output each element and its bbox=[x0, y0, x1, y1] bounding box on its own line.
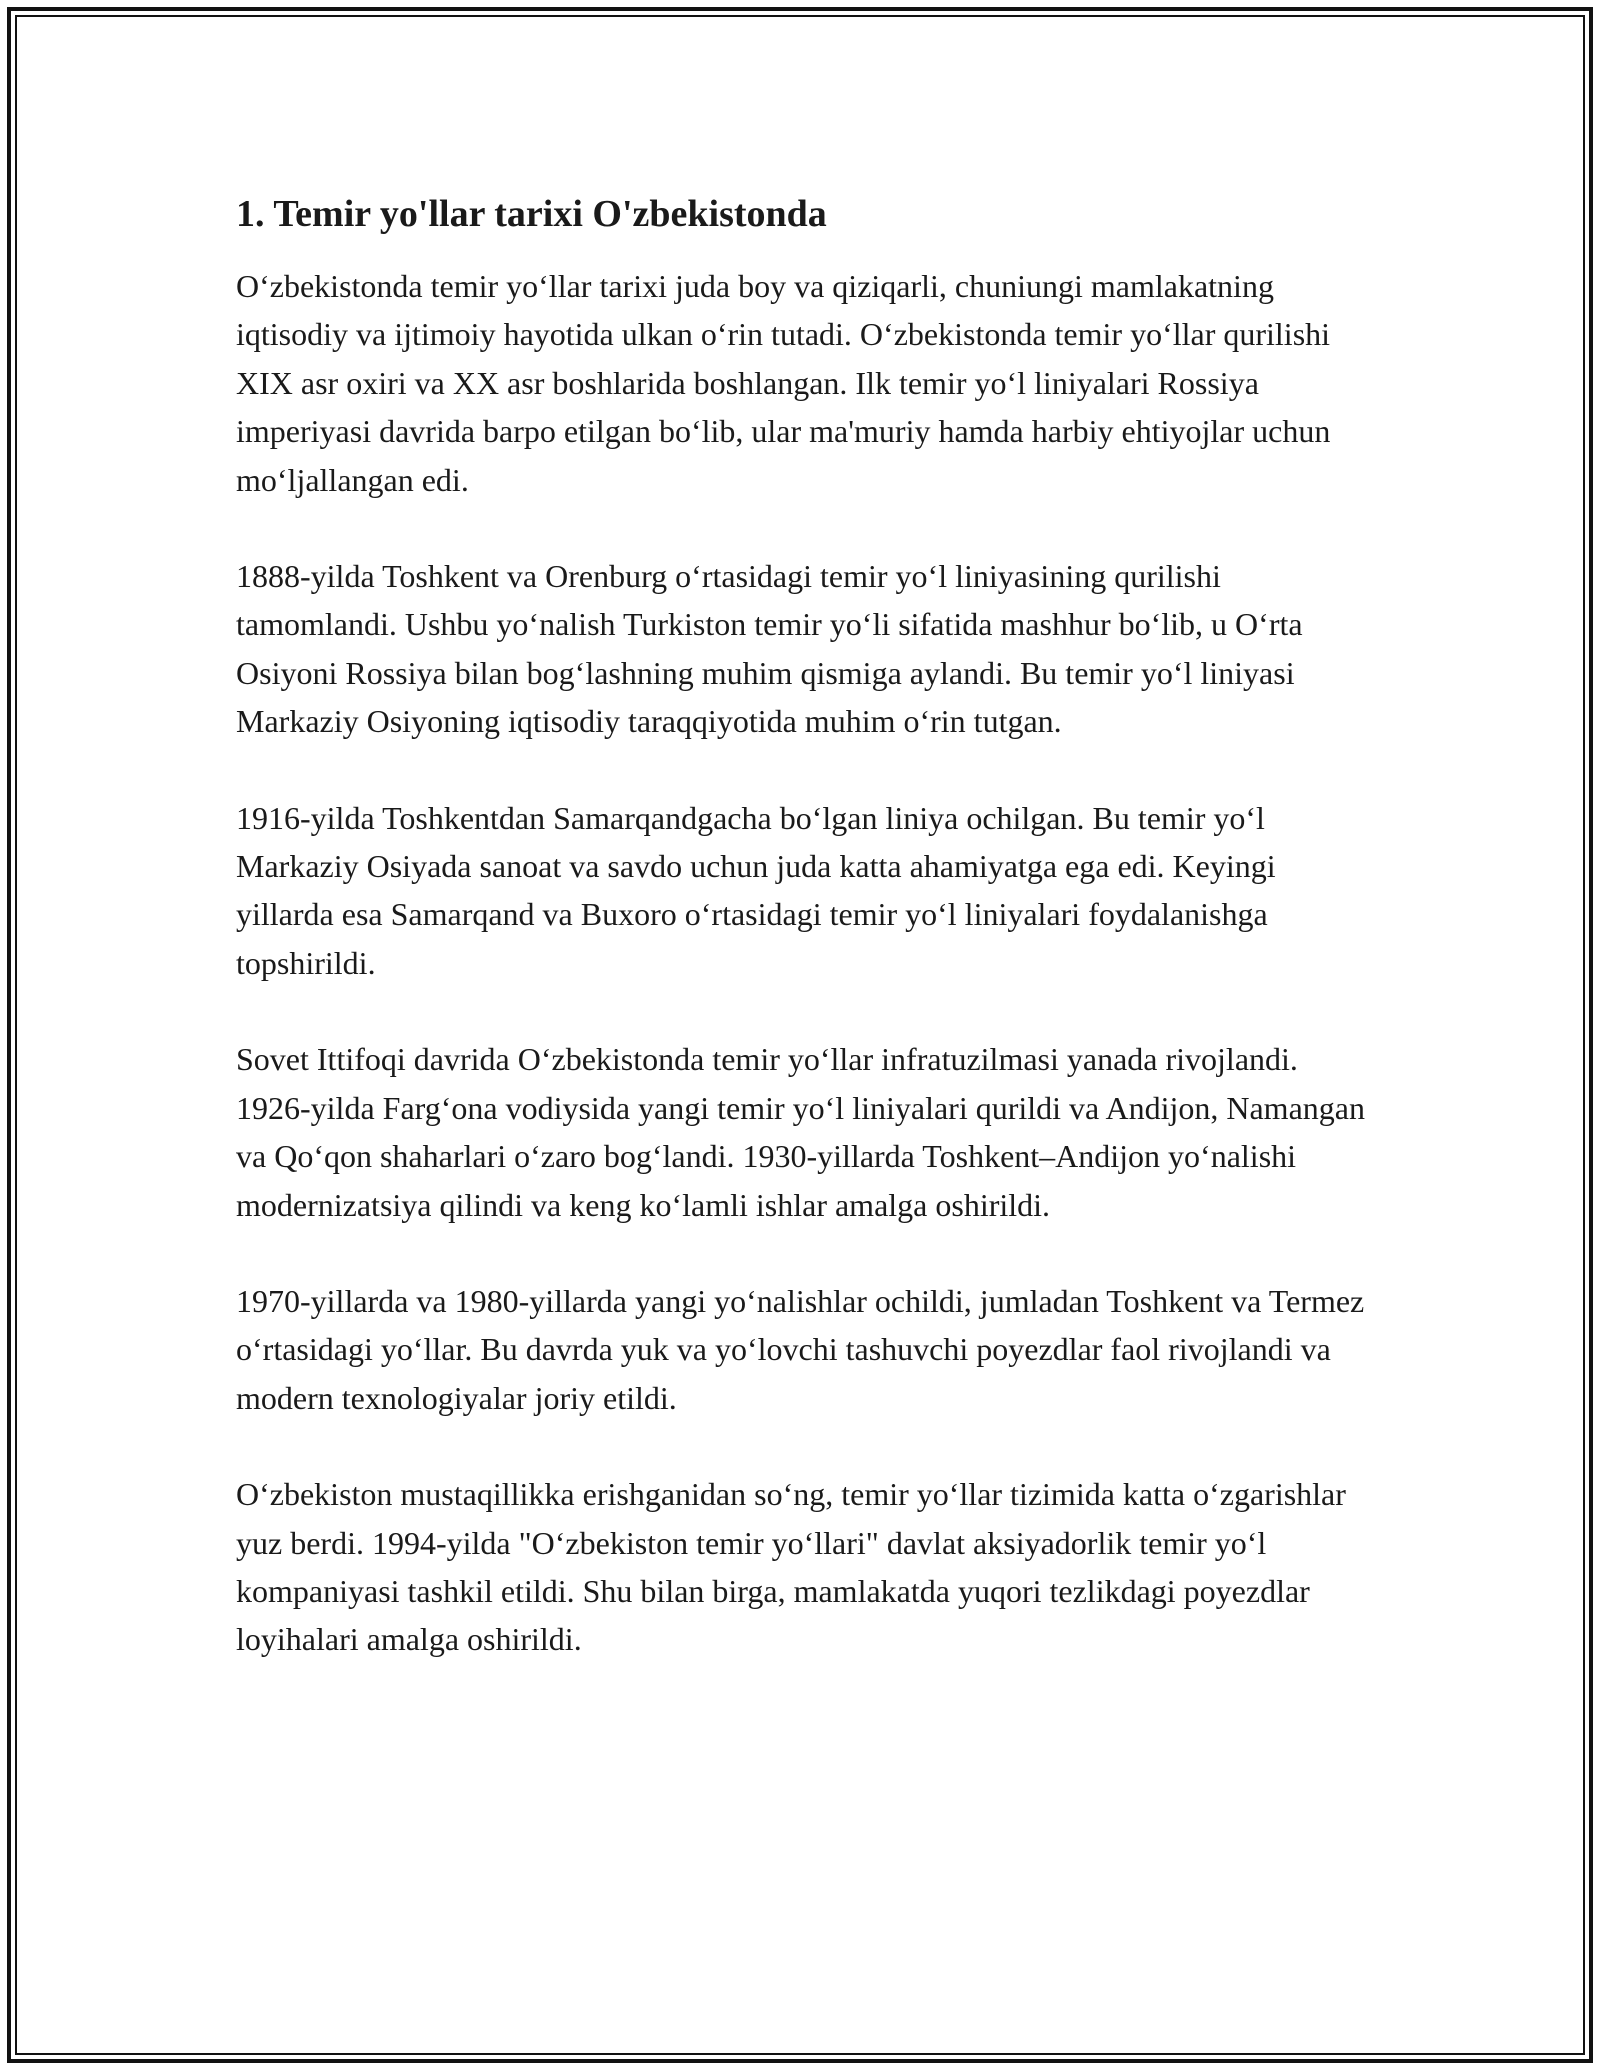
document-body bbox=[236, 186, 1376, 1712]
paragraph-4: Sovet Ittifoqi davrida O‘zbekistonda temir yo‘llar infratuzilmasi yanada rivojlandi. 1926-yilda Farg‘ona vodiysida yangi temir yo‘l liniyalari qurildi va Andijon, Namangan va Qo‘qon shaharlari o‘zaro bog‘landi. 1930-yillarda Toshkent–Andijon yo‘nalishi modernizatsiya qilindi va keng ko‘lamli ishlar amalga oshirildi. bbox=[236, 1041, 1365, 1223]
paragraph-3: 1916-yilda Toshkentdan Samarqandgacha bo‘lgan liniya ochilgan. Bu temir yo‘l Markaziy Osiyada sanoat va savdo uchun juda katta ahamiyatga ega edi. Keyingi yillarda esa Samarqand va Buxoro o‘rtasidagi temir yo‘l liniyalari foydalanishga topshirildi. bbox=[236, 799, 1276, 981]
paragraph-6: O‘zbekiston mustaqillikka erishganidan so‘ng, temir yo‘llar tizimida katta o‘zgarishlar yuz berdi. 1994-yilda "O‘zbekiston temir yo‘llari" davlat aksiyadorlik temir yo‘l kompaniyasi tashkil etildi. Shu bilan birga, mamlakatda yuqori tezlikdagi poyezdlar loyihalari amalga oshirildi. bbox=[236, 1476, 1346, 1658]
paragraph-5: 1970-yillarda va 1980-yillarda yangi yo‘nalishlar ochildi, jumladan Toshkent va Termez o‘rtasidagi yo‘llar. Bu davrda yuk va yo‘lovchi tashuvchi poyezdlar faol rivojlandi va modern texnologiyalar joriy etildi. bbox=[236, 1282, 1365, 1416]
paragraph-2: 1888-yilda Toshkent va Orenburg o‘rtasidagi temir yo‘l liniyasining qurilishi tamomlandi. Ushbu yo‘nalish Turkiston temir yo‘li sifatida mashhur bo‘lib, u O‘rta Osiyoni Rossiya bilan bog‘lashning muhim qismiga aylandi. Bu temir yo‘l liniyasi Markaziy Osiyoning iqtisodiy taraqqiyotida muhim o‘rin tutgan. bbox=[236, 558, 1303, 740]
paragraph-1: O‘zbekistonda temir yo‘llar tarixi juda boy va qiziqarli, chuniungi mamlakatning iqtisodiy va ijtimoiy hayotida ulkan o‘rin tutadi. O‘zbekistonda temir yo‘llar qurilishi XIX asr oxiri va XX asr boshlarida boshlangan. Ilk temir yo‘l liniyalari Rossiya imperiyasi davrida barpo etilgan bo‘lib, ular ma'muriy hamda harbiy ehtiyojlar uchun mo‘ljallangan edi. bbox=[236, 268, 1331, 498]
section-heading: 1. Temir yo'llar tarixi O'zbekistonda bbox=[236, 193, 827, 235]
